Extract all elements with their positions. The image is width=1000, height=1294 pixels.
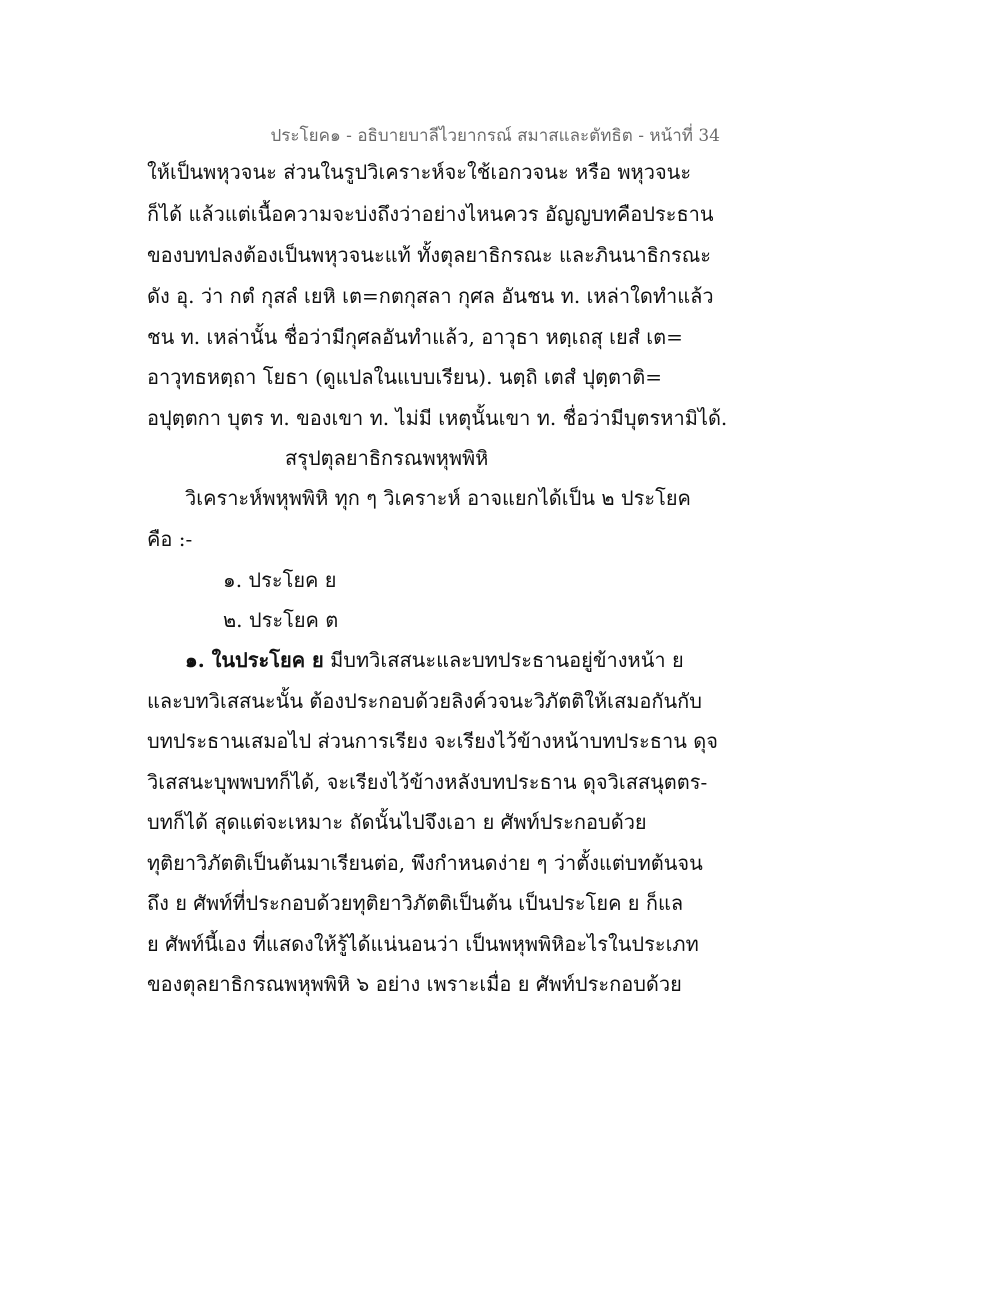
paragraph-line: ของตุลยาธิกรณพหุพพิหิ ๖ อย่าง เพราะเมื่อ ย ศัพท์ประกอบด้วย xyxy=(147,972,682,996)
paragraph-line: วิเสสนะบุพพบทก็ได้, จะเรียงไว้ข้างหลังบทประธาน ดุจวิเสสนุตตร- xyxy=(147,770,708,794)
paragraph-line: วิเคราะห์พหุพพิหิ ทุก ๆ วิเคราะห์ อาจแยกได้เป็น ๒ ประโยค xyxy=(185,486,691,510)
list-item: ๑. ประโยค ย xyxy=(223,568,337,592)
paragraph-line: ถึง ย ศัพท์ที่ประกอบด้วยทุติยาวิภัตติเป็นต้น เป็นประโยค ย ก็แล xyxy=(147,891,684,915)
text-line: ให้เป็นพหุวจนะ ส่วนในรูปวิเคราะห์จะใช้เอกวจนะ หรือ พหุวจนะ xyxy=(147,160,692,184)
paragraph-line: และบทวิเสสนะนั้น ต้องประกอบด้วยลิงค์วจนะวิภัตติให้เสมอกันกับ xyxy=(147,689,702,713)
text-line: ชน ท. เหล่านั้น ชื่อว่ามีกุศลอันทำแล้ว, อาวุธา หตฺเถสุ เยสํ เต= xyxy=(147,325,683,349)
section-heading: สรุปตุลยาธิกรณพหุพพิหิ xyxy=(285,446,489,470)
paragraph-line: คือ :- xyxy=(147,527,193,551)
list-item: ๒. ประโยค ต xyxy=(223,608,339,632)
text-line: อาวุทธหตฺถา โยธา (ดูแปลในแบบเรียน). นตฺถิ เตสํ ปุตฺตาติ= xyxy=(147,365,662,389)
paragraph-line: ย ศัพท์นี้เอง ที่แสดงให้รู้ได้แน่นอนว่า เป็นพหุพพิหิอะไรในประเภท xyxy=(147,932,699,956)
bold-lead: ๑. ในประโยค ย xyxy=(185,648,324,672)
running-header: ประโยค๑ - อธิบายบาลีไวยากรณ์ สมาสและตัทธิต - หน้าที่ 34 xyxy=(270,126,720,146)
text-line: อปุตฺตกา บุตร ท. ของเขา ท. ไม่มี เหตุนั้นเขา ท. ชื่อว่ามีบุตรหามิได้. xyxy=(147,406,728,430)
paragraph-line: บทประธานเสมอไป ส่วนการเรียง จะเรียงไว้ข้างหน้าบทประธาน ดุจ xyxy=(147,729,718,753)
text-line: ของบทปลงต้องเป็นพหุวจนะแท้ ทั้งตุลยาธิกรณะ และภินนาธิกรณะ xyxy=(147,243,712,267)
paragraph-line: ทุติยาวิภัตติเป็นต้นมาเรียนต่อ, พึงกำหนดง่าย ๆ ว่าตั้งแต่บทต้นจน xyxy=(147,851,703,875)
text-line: ก็ได้ แล้วแต่เนื้อความจะบ่งถึงว่าอย่างไหนควร อัญญบทคือประธาน xyxy=(147,202,714,226)
paragraph-line: บทก็ได้ สุดแต่จะเหมาะ ถัดนั้นไปจึงเอา ย ศัพท์ประกอบด้วย xyxy=(147,810,647,834)
paragraph-opening xyxy=(185,645,684,675)
text-line: ดัง อุ. ว่า กตํ กุสลํ เยหิ เต=กตกุสลา กุศล อันชน ท. เหล่าใดทำแล้ว xyxy=(147,284,714,308)
paragraph-lead-rest: มีบทวิเสสนะและบทประธานอยู่ข้างหน้า ย xyxy=(323,648,684,672)
